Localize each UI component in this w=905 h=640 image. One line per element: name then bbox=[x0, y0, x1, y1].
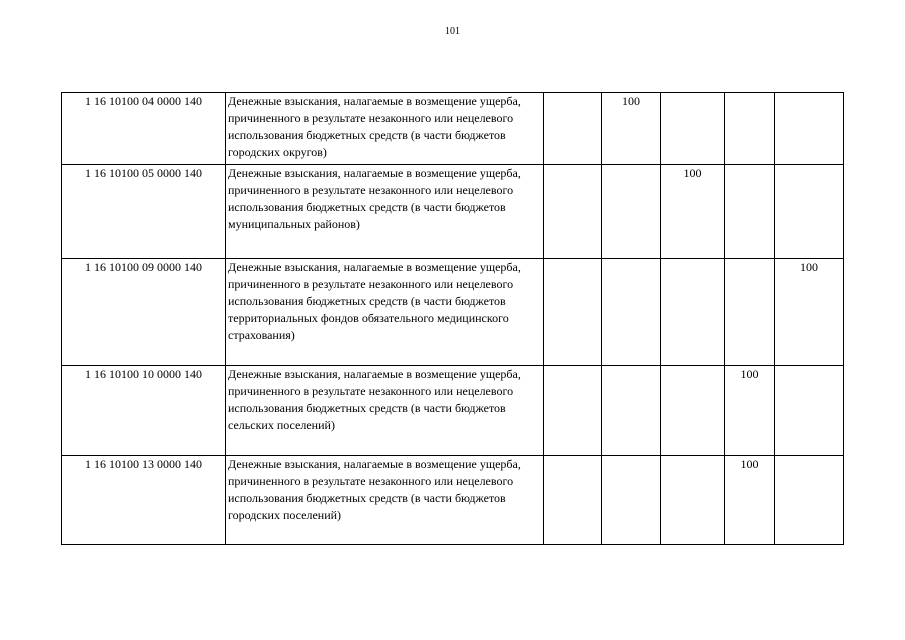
value-cell bbox=[775, 456, 844, 545]
value-cell bbox=[544, 93, 602, 165]
revenue-code-cell: 1 16 10100 13 0000 140 bbox=[62, 456, 226, 545]
revenue-code-cell: 1 16 10100 05 0000 140 bbox=[62, 165, 226, 259]
table-row bbox=[62, 366, 844, 456]
value-cell bbox=[661, 366, 725, 456]
revenue-description-cell: Денежные взыскания, налагаемые в возмещение ущерба, причиненного в результате незаконного или нецелевого использования бюджетных средств (в части бюджетов территориальных фондов обязательного медицинского страхования) bbox=[226, 259, 544, 366]
value-cell: 100 bbox=[725, 366, 775, 456]
value-cell bbox=[775, 93, 844, 165]
value-cell bbox=[775, 366, 844, 456]
value-cell bbox=[544, 165, 602, 259]
value-cell: 100 bbox=[725, 456, 775, 545]
revenue-description-cell: Денежные взыскания, налагаемые в возмещение ущерба, причиненного в результате незаконного или нецелевого использования бюджетных средств (в части бюджетов муниципальных районов) bbox=[226, 165, 544, 259]
revenue-description-cell: Денежные взыскания, налагаемые в возмещение ущерба, причиненного в результате незаконного или нецелевого использования бюджетных средств (в части бюджетов городских округов) bbox=[226, 93, 544, 165]
table-row bbox=[62, 93, 844, 165]
budget-revenue-table bbox=[61, 92, 844, 545]
value-cell bbox=[661, 93, 725, 165]
value-cell bbox=[602, 366, 661, 456]
table-row bbox=[62, 259, 844, 366]
value-cell: 100 bbox=[661, 165, 725, 259]
table-row bbox=[62, 456, 844, 545]
value-cell bbox=[725, 93, 775, 165]
value-cell bbox=[725, 165, 775, 259]
value-cell bbox=[775, 165, 844, 259]
value-cell bbox=[725, 259, 775, 366]
value-cell bbox=[661, 259, 725, 366]
revenue-description-cell: Денежные взыскания, налагаемые в возмещение ущерба, причиненного в результате незаконного или нецелевого использования бюджетных средств (в части бюджетов сельских поселений) bbox=[226, 366, 544, 456]
value-cell bbox=[602, 259, 661, 366]
revenue-code-cell: 1 16 10100 04 0000 140 bbox=[62, 93, 226, 165]
value-cell bbox=[602, 456, 661, 545]
page-number: 101 bbox=[445, 26, 460, 37]
revenue-code-cell: 1 16 10100 09 0000 140 bbox=[62, 259, 226, 366]
revenue-code-cell: 1 16 10100 10 0000 140 bbox=[62, 366, 226, 456]
table-row bbox=[62, 165, 844, 259]
revenue-description-cell: Денежные взыскания, налагаемые в возмещение ущерба, причиненного в результате незаконного или нецелевого использования бюджетных средств (в части бюджетов городских поселений) bbox=[226, 456, 544, 545]
value-cell bbox=[544, 366, 602, 456]
value-cell: 100 bbox=[775, 259, 844, 366]
value-cell bbox=[602, 165, 661, 259]
value-cell bbox=[661, 456, 725, 545]
value-cell bbox=[544, 259, 602, 366]
value-cell bbox=[544, 456, 602, 545]
value-cell: 100 bbox=[602, 93, 661, 165]
